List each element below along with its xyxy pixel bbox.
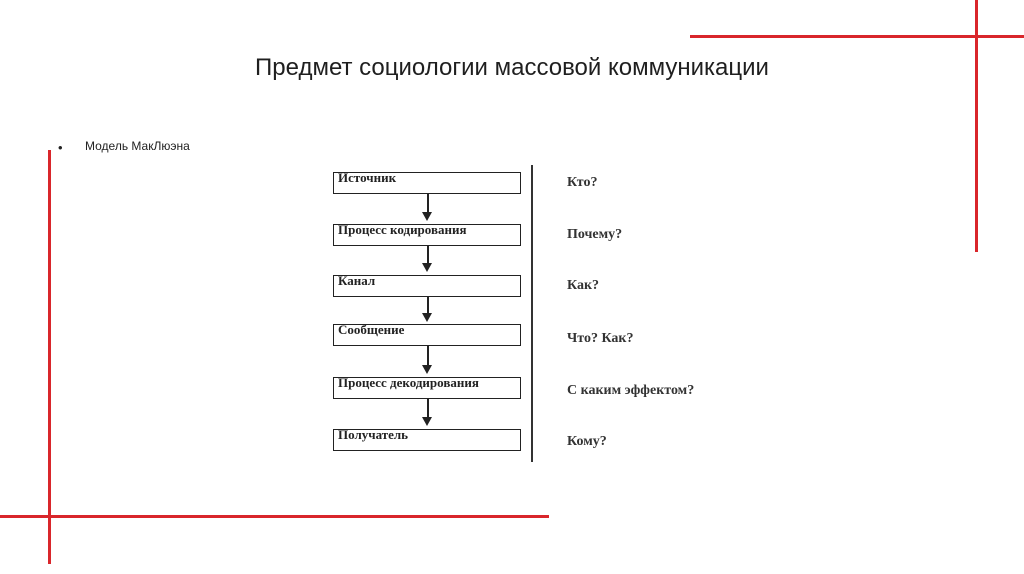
step-label: Сообщение bbox=[338, 322, 405, 337]
step-question: С каким эффектом? bbox=[567, 383, 695, 398]
flow-arrow-line bbox=[427, 399, 429, 419]
diagram-separator bbox=[531, 165, 533, 462]
flow-arrow-down-icon bbox=[422, 417, 432, 426]
step-question: Кто? bbox=[567, 175, 598, 190]
flow-arrow-down-icon bbox=[422, 365, 432, 374]
bullet-text: Модель МакЛюэна bbox=[85, 139, 190, 153]
slide-title: Предмет социологии массовой коммуникации bbox=[255, 54, 769, 81]
step-box-message bbox=[333, 324, 521, 346]
step-question: Кому? bbox=[567, 434, 607, 449]
flow-arrow-down-icon bbox=[422, 212, 432, 221]
step-box-source bbox=[333, 172, 521, 194]
step-label: Получатель bbox=[338, 427, 409, 442]
step-label: Канал bbox=[338, 273, 376, 288]
step-box-encoding bbox=[333, 224, 521, 246]
step-box-channel bbox=[333, 275, 521, 297]
step-label: Процесс декодирования bbox=[338, 375, 479, 390]
step-question: Что? Как? bbox=[567, 331, 634, 346]
flow-arrow-down-icon bbox=[422, 263, 432, 272]
flow-arrow-line bbox=[427, 194, 429, 214]
flow-arrow-down-icon bbox=[422, 313, 432, 322]
step-question: Как? bbox=[567, 278, 600, 293]
bullet-marker: • bbox=[58, 140, 63, 155]
step-question: Почему? bbox=[567, 227, 623, 242]
flow-arrow-line bbox=[427, 346, 429, 367]
step-box-decoding bbox=[333, 377, 521, 399]
step-box-receiver bbox=[333, 429, 521, 451]
step-label: Процесс кодирования bbox=[338, 222, 467, 237]
step-label: Источник bbox=[338, 170, 397, 185]
